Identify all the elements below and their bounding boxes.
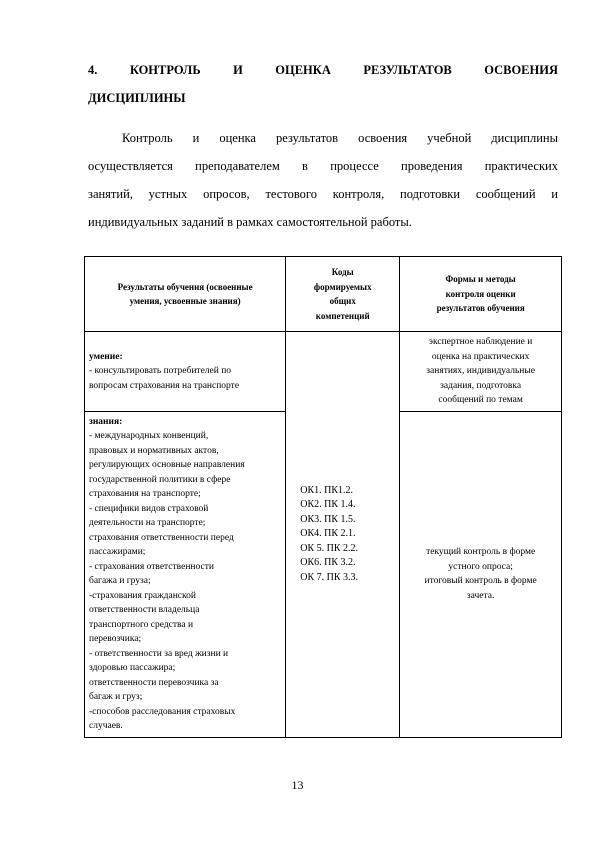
paragraph-line: занятий, устных опросов, тестового контроля, подготовки сообщений и xyxy=(88,187,558,201)
header-text: умения, усвоенные знания) xyxy=(129,296,241,306)
cell-line: текущий контроль в форме xyxy=(426,547,536,557)
cell-line: страхования на транспорте; xyxy=(89,489,201,499)
knowledge-cell xyxy=(85,411,286,737)
heading-word: И xyxy=(233,63,243,77)
cell-line: регулирующих основные направления xyxy=(89,460,245,470)
header-text: общих xyxy=(329,296,356,306)
methods-skills-cell xyxy=(400,332,562,412)
code-line: ОК3. ПК 1.5. xyxy=(300,513,356,525)
cell-line: государственной политики в сфере xyxy=(89,474,231,485)
cell-line: багаж и груз; xyxy=(89,692,143,702)
assessment-table xyxy=(84,256,562,738)
heading-word: РЕЗУЛЬТАТОВ xyxy=(363,63,452,77)
code-line: ОК4. ПК 2.1. xyxy=(300,528,356,539)
cell-line: -способов расследования страховых xyxy=(89,706,236,717)
heading-word: КОНТРОЛЬ xyxy=(129,63,201,77)
skills-label: умение: xyxy=(89,351,123,362)
cell-line: зачета. xyxy=(466,590,495,601)
header-text: Формы и методы xyxy=(445,274,516,285)
header-results xyxy=(85,257,286,332)
cell-line: - страхования ответственности xyxy=(89,561,214,572)
code-line: ОК 7. ПК 3.3. xyxy=(300,571,359,583)
header-text: формируемых xyxy=(313,281,372,292)
heading-word: 4. xyxy=(88,63,98,77)
knowledge-label: знания: xyxy=(89,416,123,427)
competence-codes-cell xyxy=(286,332,400,738)
cell-line: сообщений по темам xyxy=(438,395,523,405)
cell-line: транспортного средства и xyxy=(89,619,194,630)
header-codes xyxy=(286,257,400,332)
header-text: контроля оценки xyxy=(445,288,516,299)
heading-line-1 xyxy=(88,56,558,84)
section-heading xyxy=(88,56,558,112)
header-text: Коды xyxy=(331,267,354,277)
paragraph-line: осуществляется преподавателем в процессе проведения практических xyxy=(88,159,558,173)
header-text: компетенций xyxy=(315,310,370,321)
cell-line: - специфики видов страховой xyxy=(89,503,209,514)
code-line: ОК 5. ПК 2.2. xyxy=(300,542,359,554)
cell-line: итоговый контроль в форме xyxy=(424,576,537,586)
cell-line: - ответственности за вред жизни и xyxy=(89,648,229,659)
cell-line: занятиях, индивидуальные xyxy=(426,366,535,376)
cell-line: экспертное наблюдение и xyxy=(428,337,533,347)
heading-word: ОСВОЕНИЯ xyxy=(484,63,558,77)
methods-knowledge-cell xyxy=(400,411,562,737)
cell-line: перевозчика; xyxy=(89,634,142,644)
cell-line: -страхования гражданской xyxy=(89,590,196,601)
intro-paragraph xyxy=(88,124,558,236)
header-text: результатов обучения xyxy=(436,303,525,314)
cell-line: здоровью пассажира; xyxy=(89,663,176,673)
page-number: 13 xyxy=(291,778,304,792)
cell-line: ответственности владельца xyxy=(89,605,200,615)
cell-line: правовых и нормативных актов, xyxy=(89,445,219,456)
cell-line: багажа и груза; xyxy=(89,576,151,586)
cell-line: ответственности перевозчика за xyxy=(89,677,219,688)
cell-line: пассажирами; xyxy=(89,547,146,557)
heading-word: ОЦЕНКА xyxy=(275,63,331,77)
cell-line: задания, подготовка xyxy=(440,380,522,391)
cell-line: вопросам страхования на транспорте xyxy=(89,380,240,391)
code-line: ОК6. ПК 3.2. xyxy=(300,557,356,568)
cell-line: - международных конвенций, xyxy=(89,431,209,441)
paragraph-line: индивидуальных заданий в рамках самостоятельной работы. xyxy=(88,215,412,229)
code-line: ОК1. ПК1.2. xyxy=(300,484,354,496)
cell-line: - консультировать потребителей по xyxy=(89,366,232,376)
cell-line: страхования ответственности перед xyxy=(89,532,234,543)
cell-line: деятельности на транспорте; xyxy=(89,518,206,528)
code-line: ОК2. ПК 1.4. xyxy=(300,499,356,510)
paragraph-line: Контроль и оценка результатов освоения учебной дисциплины xyxy=(122,131,558,145)
table-header-row xyxy=(85,257,562,332)
header-text: Результаты обучения (освоенные xyxy=(117,281,253,292)
cell-line: оценка на практических xyxy=(431,351,530,362)
header-methods xyxy=(400,257,562,332)
table-row xyxy=(85,332,562,412)
cell-line: случаев. xyxy=(89,721,123,731)
cell-line: устного опроса; xyxy=(448,561,513,572)
heading-line-2: ДИСЦИПЛИНЫ xyxy=(88,91,186,105)
skills-cell xyxy=(85,332,286,412)
